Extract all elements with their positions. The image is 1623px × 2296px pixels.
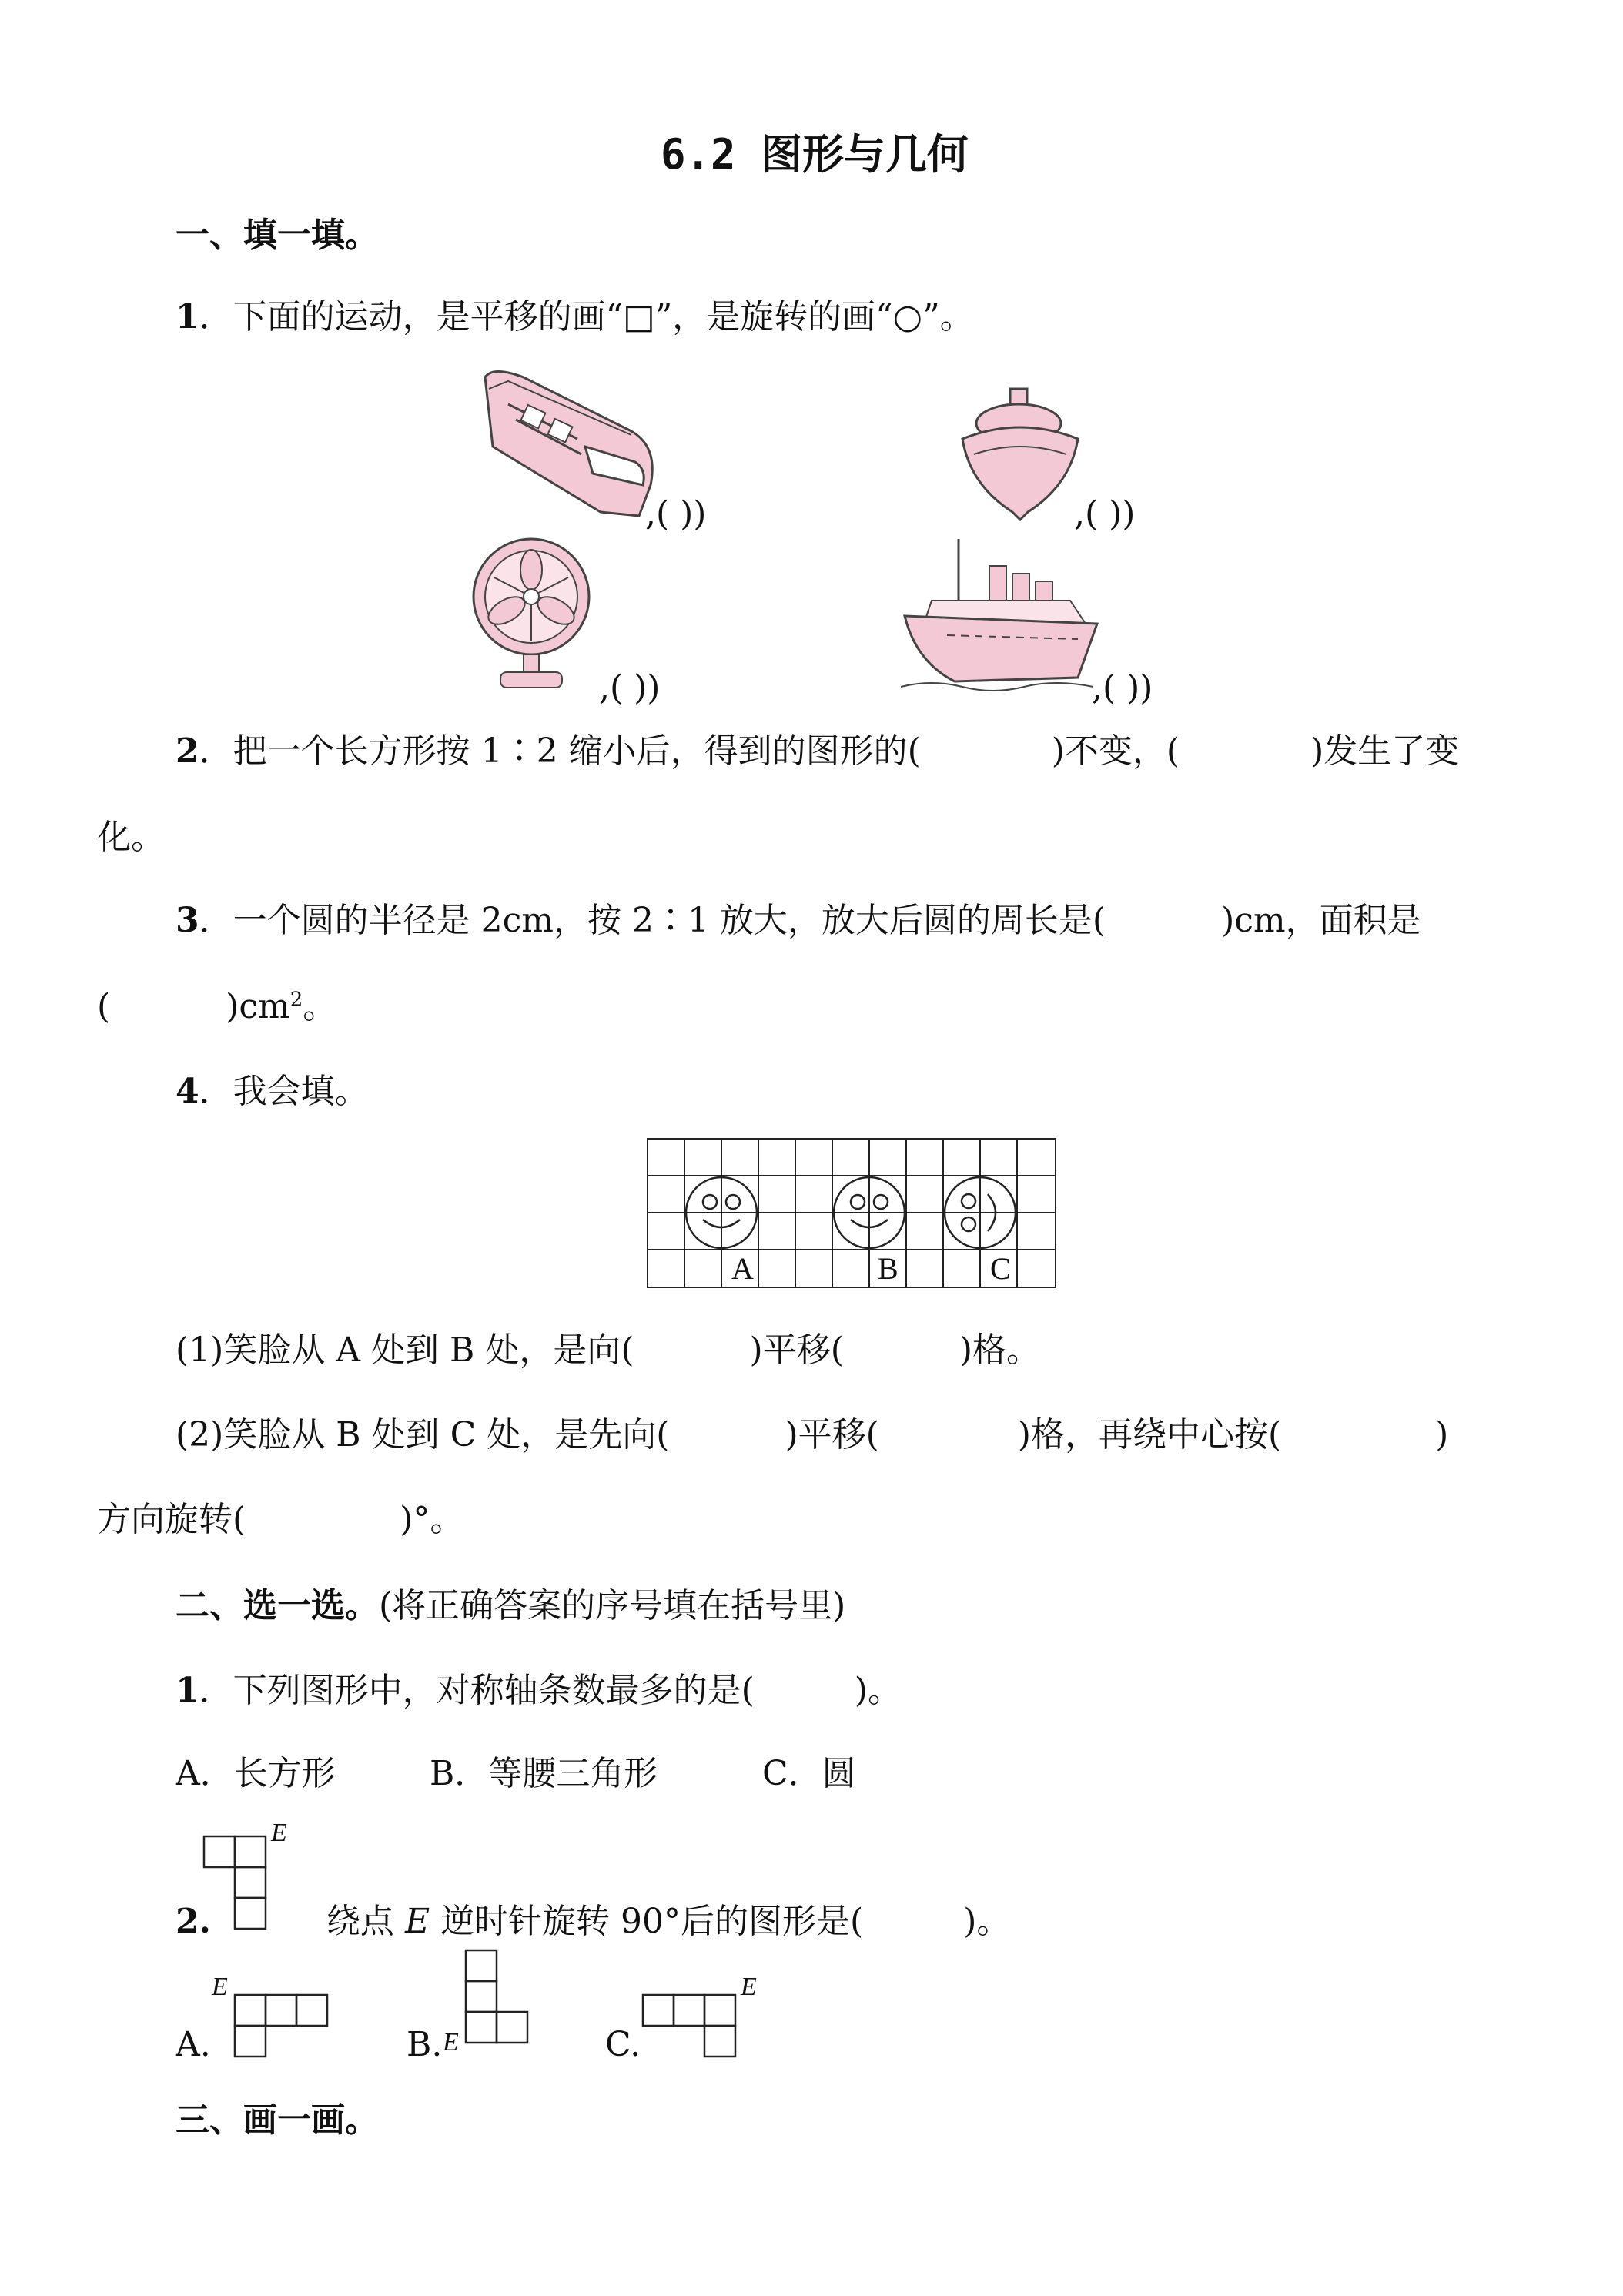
q-number: 3 [176, 901, 199, 940]
q1-4-sub2-line2: 方向旋转( )°。 [97, 1500, 464, 1539]
q1-4-sub1: (1)笑脸从 A 处到 B 处，是向( )平移( )格。 [176, 1330, 1041, 1370]
train-icon [477, 362, 662, 524]
grid-label-c: C [990, 1251, 1011, 1286]
q-number: 2 [176, 731, 199, 771]
q1-4-sub2-line1: (2)笑脸从 B 处到 C 处，是先向( )平移( )格，再绕中心按( ) [176, 1415, 1449, 1454]
section1-heading: 一、填一填。 [176, 216, 379, 255]
spinning-top-answer-blank[interactable]: ,( )) [1074, 494, 1136, 534]
q1-3-line1: 3．一个圆的半径是 2cm，按 2∶1 放大，放大后圆的周长是( )cm，面积是 [176, 901, 1421, 940]
train-answer-blank[interactable]: ,( )) [645, 494, 707, 534]
q2-2-text: 2. 绕点 E 逆时针旋转 90°后的图形是( )。 [176, 1902, 1011, 1941]
q1-2-line1: 2．把一个长方形按 1∶2 缩小后，得到的图形的( )不变，( )发生了变 [176, 731, 1460, 771]
q1-2-line2: 化。 [97, 818, 165, 857]
section2-heading: 二、选一选。(将正确答案的序号填在括号里) [176, 1586, 846, 1625]
q2-2-option-a[interactable]: A. [176, 2025, 211, 2064]
option-a-point-e: E [212, 1973, 228, 2001]
page-title: 6.2 图形与几何 [661, 130, 969, 179]
option-b-shape [462, 1946, 539, 2054]
q-number: 1 [176, 297, 199, 336]
q2-2-option-b[interactable]: B. [407, 2025, 443, 2064]
option-c-point-e: E [741, 1973, 757, 2001]
q1-1-prompt: 下面的运动，是平移的画“□”，是旋转的画“○”。 [233, 297, 974, 336]
grid-label-b: B [878, 1251, 899, 1286]
q-number: 4 [176, 1072, 199, 1111]
point-e-label: E [271, 1819, 287, 1847]
q-number: 2. [176, 1902, 211, 1941]
ship-answer-blank[interactable]: ,( )) [1092, 668, 1153, 708]
fan-answer-blank[interactable]: ,( )) [599, 668, 661, 708]
q1-4-text: 4．我会填。 [176, 1072, 369, 1111]
q1-3-line2: ( )$cm^2$。 [97, 987, 337, 1026]
q2-1-option-a[interactable]: A．长方形 [176, 1754, 336, 1793]
fan-icon [462, 535, 608, 697]
q2-1-option-b[interactable]: B．等腰三角形 [430, 1754, 658, 1793]
spinning-top-icon [955, 385, 1086, 524]
option-a-shape [231, 1991, 339, 2060]
section3-heading: 三、画一画。 [176, 2100, 379, 2140]
q-number: 1 [176, 1671, 199, 1710]
q2-2-option-c[interactable]: C. [605, 2025, 641, 2064]
option-c-shape [639, 1991, 747, 2060]
grid-label-a: A [731, 1251, 754, 1286]
q1-1-text: 1．下面的运动，是平移的画“□”，是旋转的画“○”。 [176, 297, 974, 336]
ship-icon [901, 539, 1109, 701]
option-b-point-e: E [443, 2028, 459, 2057]
q2-1-text: 1．下列图形中，对称轴条数最多的是( )。 [176, 1671, 902, 1710]
q2-1-option-c[interactable]: C．圆 [762, 1754, 856, 1793]
